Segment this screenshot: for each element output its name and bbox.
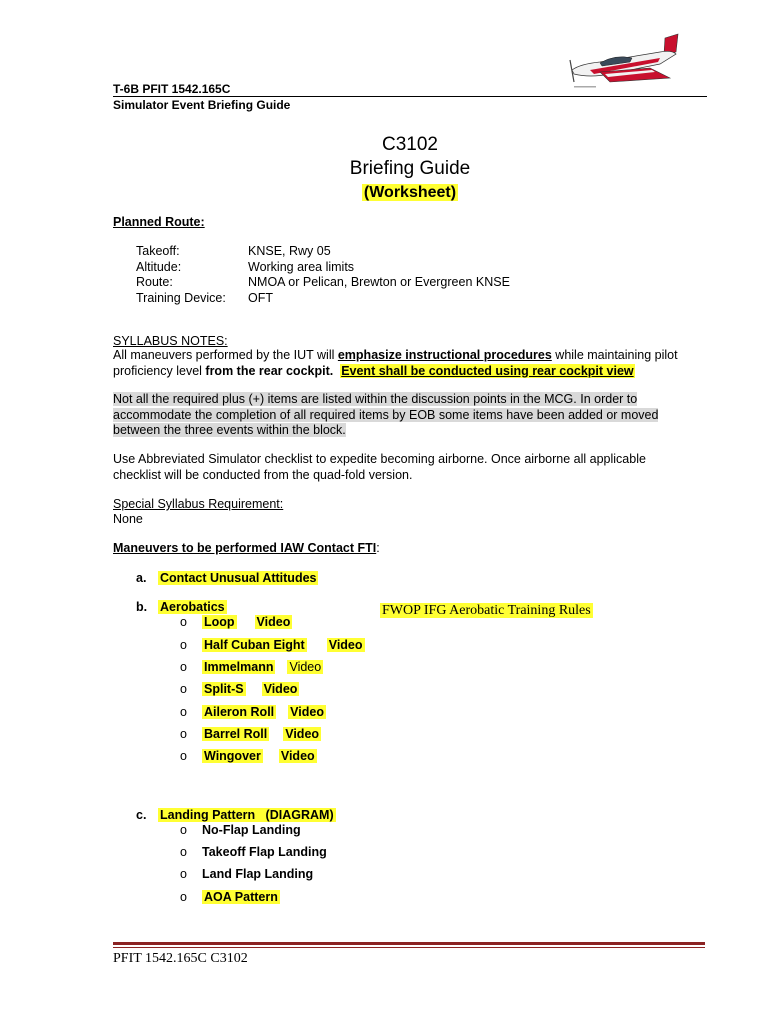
landing-item-takeoff-flap: [180, 845, 327, 859]
maneuver-name: Half Cuban Eight: [204, 638, 305, 652]
bullet: o: [180, 682, 187, 696]
guide-title: Briefing Guide: [349, 158, 471, 179]
p2-line: between the three events within the block.: [113, 423, 346, 437]
syllabus-paragraph-1: [113, 348, 713, 379]
route-row: [136, 291, 510, 307]
aerobatic-item-immelmann: [180, 660, 323, 674]
p3-line: checklist will be conducted from the quad-fold version.: [113, 467, 413, 482]
aerobatic-item-half-cuban-eight: [180, 638, 365, 652]
maneuver-name: Aileron Roll: [204, 705, 275, 719]
route-label: Training Device:: [136, 290, 226, 305]
bullet: o: [180, 660, 187, 674]
route-value: OFT: [248, 290, 273, 305]
event-title: C3102: [382, 134, 438, 155]
route-value: KNSE, Rwy 05: [248, 244, 331, 258]
footer-text: PFIT 1542.165C C3102: [113, 951, 248, 966]
aerobatic-item-barrel-roll: [180, 727, 321, 741]
video-link[interactable]: Video: [280, 749, 315, 763]
bullet: o: [180, 845, 187, 859]
bullet: o: [180, 615, 187, 629]
maneuver-b: [136, 600, 227, 614]
maneuver-name: Split-S: [204, 682, 244, 696]
landing-pattern-label[interactable]: Landing Pattern (DIAGRAM): [160, 808, 334, 822]
aerobatic-item-wingover: [180, 749, 317, 763]
header-subtitle: Simulator Event Briefing Guide: [113, 98, 291, 112]
emphasis-text: emphasize instructional procedures: [337, 348, 552, 362]
landing-item-no-flap: [180, 823, 301, 837]
route-label: Altitude:: [136, 259, 182, 274]
video-link[interactable]: Video: [285, 727, 320, 741]
syllabus-heading: SYLLABUS NOTES:: [113, 334, 228, 348]
route-value: NMOA or Pelican, Brewton or Evergreen KNSE: [248, 275, 510, 289]
list-letter: b.: [136, 600, 148, 614]
maneuvers-heading-text: Maneuvers to be performed IAW Contact FTI: [113, 541, 377, 555]
landing-name: AOA Pattern: [204, 890, 278, 904]
special-requirement-heading: Special Syllabus Requirement:: [113, 497, 284, 511]
maneuver-a: [136, 571, 318, 585]
p1-text: All maneuvers performed by the IUT will: [113, 348, 338, 362]
route-row: [136, 275, 510, 291]
video-link[interactable]: Video: [328, 638, 363, 652]
aircraft-logo: [560, 30, 695, 100]
route-row: [136, 244, 510, 260]
p2-line: Not all the required plus (+) items are listed within the discussion points in the MCG. In order to: [113, 392, 638, 406]
maneuvers-heading-colon: :: [376, 541, 380, 555]
landing-item-land-flap: [180, 867, 313, 881]
p1-text: proficiency level: [113, 363, 206, 378]
header-rule: [113, 96, 707, 97]
special-requirement-value: None: [113, 512, 143, 526]
maneuver-c: [136, 808, 336, 822]
bullet: o: [180, 749, 187, 763]
aerobatic-item-aileron-roll: [180, 705, 326, 719]
video-link[interactable]: Video: [290, 705, 324, 719]
p2-line: accommodate the completion of all required items by EOB some items have been added or moved: [113, 407, 659, 422]
maneuver-name: Wingover: [204, 749, 261, 763]
bullet: o: [180, 823, 187, 837]
video-link[interactable]: Video: [263, 682, 298, 696]
video-link[interactable]: Video: [256, 615, 291, 629]
fwop-link-text[interactable]: FWOP IFG Aerobatic Training Rules: [382, 603, 591, 618]
route-value: Working area limits: [248, 259, 355, 274]
worksheet-label: (Worksheet): [363, 184, 457, 201]
bullet: o: [180, 890, 187, 904]
list-letter: a.: [136, 571, 147, 585]
rear-cockpit-view-note: Event shall be conducted using rear cockpit view: [341, 363, 634, 378]
landing-item-aoa-pattern: [180, 890, 280, 904]
video-link[interactable]: Video: [289, 660, 322, 674]
fwop-aerobatic-link[interactable]: [380, 603, 593, 619]
aerobatic-item-split-s: [180, 682, 299, 696]
route-row: [136, 260, 510, 276]
list-letter: c.: [136, 808, 147, 822]
maneuver-name: Barrel Roll: [204, 727, 268, 741]
unusual-attitudes-label: Contact Unusual Attitudes: [160, 571, 317, 585]
bullet: o: [180, 705, 187, 719]
bullet: o: [180, 727, 187, 741]
p3-line: Use Abbreviated Simulator checklist to expedite becoming airborne. Once airborne all applicable: [113, 452, 646, 466]
maneuver-name: Loop: [204, 615, 235, 629]
route-label: Takeoff:: [136, 244, 180, 258]
syllabus-paragraph-2: [113, 392, 658, 439]
route-label: Route:: [136, 275, 173, 289]
header-course: T-6B PFIT 1542.165C: [113, 82, 231, 96]
maneuvers-heading: [113, 541, 380, 555]
aerobatic-item-loop: [180, 615, 292, 629]
syllabus-paragraph-3: [113, 452, 646, 483]
landing-name: Land Flap Landing: [202, 867, 314, 881]
bullet: o: [180, 867, 187, 881]
planned-route-table: [136, 244, 510, 306]
t6-aircraft-icon: [560, 30, 695, 100]
footer-rule-thin: [113, 947, 705, 948]
planned-route-heading: Planned Route:: [113, 215, 205, 229]
maneuver-name: Immelmann: [204, 660, 274, 674]
landing-name: No-Flap Landing: [202, 823, 301, 837]
aerobatics-label: Aerobatics: [160, 600, 225, 614]
p1-text: while maintaining pilot: [551, 348, 678, 362]
landing-name: Takeoff Flap Landing: [202, 845, 327, 859]
rear-cockpit-text: from the rear cockpit.: [205, 363, 334, 378]
title-block: [0, 133, 770, 205]
footer-rule: [113, 942, 705, 945]
bullet: o: [180, 638, 187, 652]
